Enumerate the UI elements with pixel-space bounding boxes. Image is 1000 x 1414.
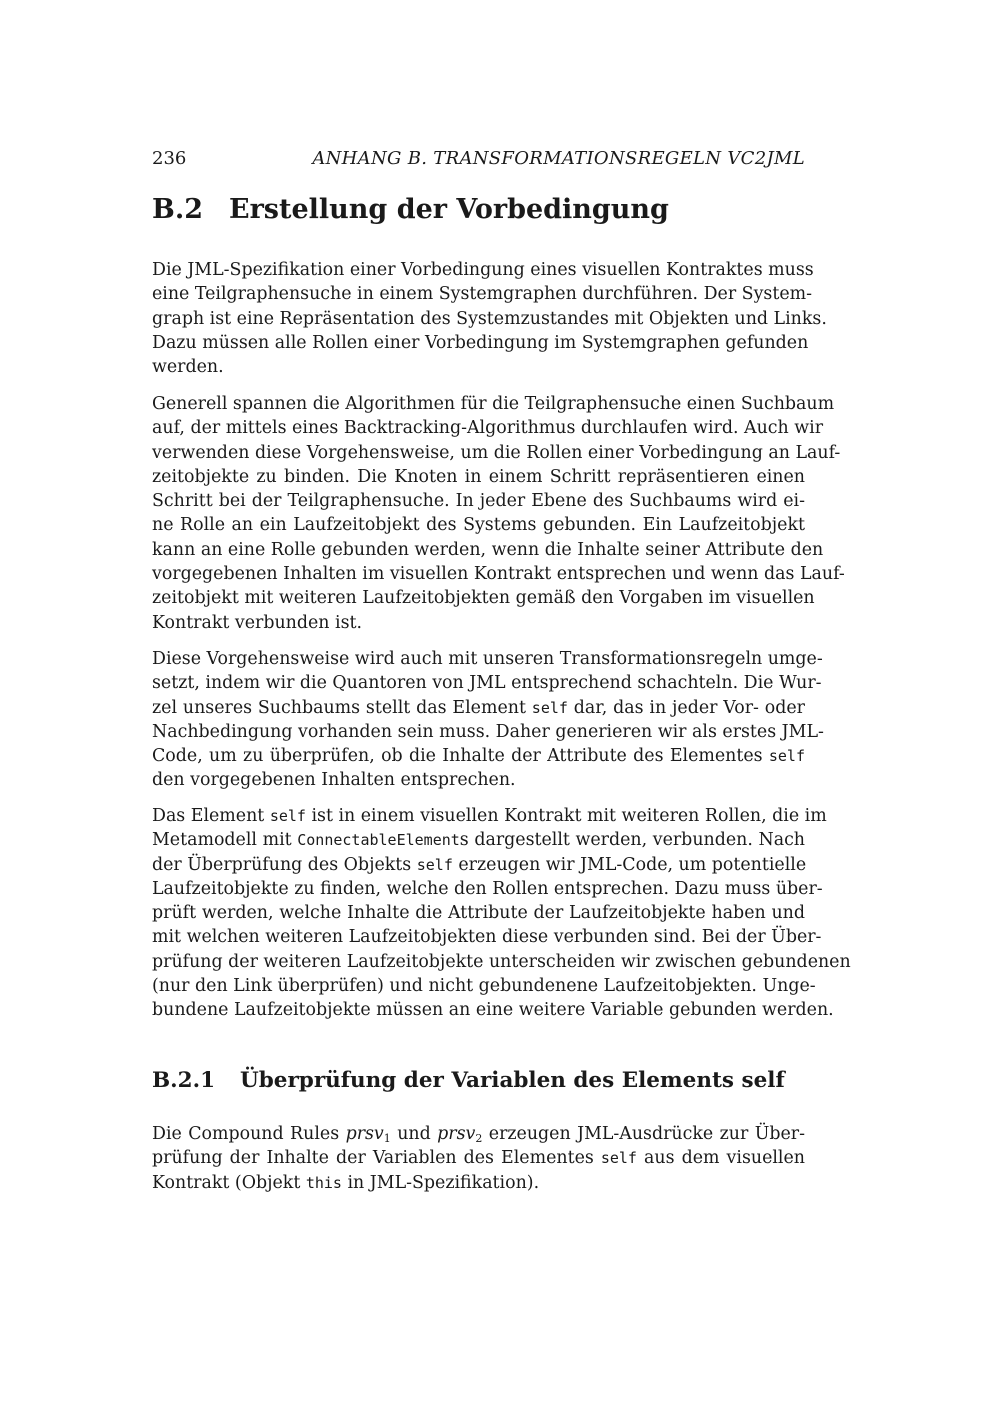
section-heading <box>152 192 805 228</box>
text-span: in JML-Spezifikation). <box>341 1172 540 1193</box>
text-span: s dargestellt werden, verbunden. Nach <box>459 830 806 851</box>
code-self: self <box>768 747 805 766</box>
paragraph-2 <box>152 392 845 635</box>
text-line <box>152 696 805 720</box>
text-line: kann an eine Rolle gebunden werden, wenn die Inhalte seiner Attribute den <box>152 539 824 560</box>
text-line: Kontrakt verbunden ist. <box>152 612 363 633</box>
text-line: prüft werden, welche Inhalte die Attribute der Laufzeitobjekte haben und <box>152 903 805 924</box>
text-line: zeitobjekt mit weiteren Laufzeitobjekten gemäß den Vorgaben im visuellen <box>152 588 815 609</box>
text-line: bundene Laufzeitobjekte müssen an eine weitere Variable gebunden werden. <box>152 1000 834 1021</box>
text-line: Die JML-Spezifikation einer Vorbedingung eines visuellen Kontraktes muss <box>152 260 814 280</box>
code-self: self <box>269 807 306 825</box>
math-subscript: 2 <box>475 1132 483 1145</box>
text-line: ne Rolle an ein Laufzeitobjekt des Systems gebunden. Ein Laufzeitobjekt <box>152 515 805 536</box>
text-line: eine Teilgraphensuche in einem Systemgraphen durchführen. Der System- <box>152 284 812 305</box>
text-span: der Überprüfung des Objekts <box>152 854 417 875</box>
text-line <box>152 804 827 828</box>
text-line: vorgegebenen Inhalten im visuellen Kontrakt entsprechen und wenn das Lauf- <box>152 564 845 585</box>
text-span: Das Element <box>152 806 270 826</box>
text-line <box>152 853 805 877</box>
running-title: ANHANG B. TRANSFORMATIONSREGELN VC2JML <box>312 148 805 169</box>
text-line: auf, der mittels eines Backtracking-Algorithmus durchlaufen wird. Auch wir <box>152 418 824 439</box>
text-span: prüfung der Inhalte der Variablen des Elementes <box>152 1148 601 1169</box>
text-line: Diese Vorgehensweise wird auch mit unseren Transformationsregeln umge- <box>152 649 823 669</box>
text-line: setzt, indem wir die Quantoren von JML entsprechend schachteln. Die Wur- <box>152 673 822 694</box>
subsection-title: Überprüfung der Variablen des Elements self <box>240 1068 785 1093</box>
text-line: prüfung der weiteren Laufzeitobjekte unterscheiden wir zwischen gebundenen <box>152 951 851 972</box>
text-span: erzeugen wir JML-Code, um potentielle <box>452 854 807 875</box>
text-line <box>152 1122 805 1146</box>
text-span: Code, um zu überprüfen, ob die Inhalte der Attribute des Elementes <box>152 746 769 767</box>
text-line: Laufzeitobjekte zu finden, welche den Rollen entsprechen. Dazu muss über- <box>152 878 823 899</box>
code-self: self <box>600 1149 637 1168</box>
text-line: Dazu müssen alle Rollen einer Vorbedingung im Systemgraphen gefunden <box>152 332 809 353</box>
math-var-prsv: prsv <box>345 1124 384 1144</box>
section-title: Erstellung der Vorbedingung <box>229 194 669 225</box>
text-line <box>152 1146 805 1170</box>
text-line: Generell spannen die Algorithmen für die Teilgraphensuche einen Suchbaum <box>152 394 835 414</box>
text-span: Die Compound Rules <box>152 1124 346 1144</box>
text-line: (nur den Link überprüfen) und nicht gebundenene Laufzeitobjekten. Unge- <box>152 976 816 997</box>
paragraph-3 <box>152 647 824 793</box>
text-line: Schritt bei der Teilgraphensuche. In jeder Ebene des Suchbaums wird ei- <box>152 491 805 512</box>
text-span: Kontrakt (Objekt <box>152 1172 306 1193</box>
paragraph-1 <box>152 258 827 379</box>
math-subscript: 1 <box>383 1132 391 1145</box>
math-var-prsv: prsv <box>437 1124 476 1144</box>
text-line: graph ist eine Repräsentation des Systemzustandes mit Objekten und Links. <box>152 308 827 329</box>
text-span: und <box>390 1124 438 1144</box>
text-line: werden. <box>152 357 224 378</box>
text-line <box>152 1171 805 1195</box>
text-line: den vorgegebenen Inhalten entsprechen. <box>152 770 516 791</box>
text-line: zeitobjekte zu binden. Die Knoten in einem Schritt repräsentieren einen <box>152 466 805 487</box>
paragraph-4 <box>152 804 851 1023</box>
text-line: Nachbedingung vorhanden sein muss. Daher generieren wir als erstes JML- <box>152 721 824 742</box>
code-this: this <box>305 1173 342 1192</box>
text-line: verwenden diese Vorgehensweise, um die Rollen einer Vorbedingung an Lauf- <box>152 442 841 463</box>
code-self: self <box>531 698 568 717</box>
code-self: self <box>416 855 453 874</box>
text-span: Metamodell mit <box>152 830 298 851</box>
text-span: zel unseres Suchbaums stellt das Element <box>152 697 532 718</box>
subsection-number: B.2.1 <box>152 1068 216 1093</box>
code-connectable-element: ConnectableElement <box>297 831 460 850</box>
page-number: 236 <box>152 148 187 169</box>
paragraph-5 <box>152 1122 805 1195</box>
subsection-heading <box>152 1066 805 1096</box>
text-span: dar, das in jeder Vor- oder <box>567 697 805 718</box>
text-line <box>152 828 805 852</box>
text-line <box>152 744 805 768</box>
text-line: mit welchen weiteren Laufzeitobjekten diese verbunden sind. Bei der Über- <box>152 927 822 948</box>
text-span: ist in einem visuellen Kontrakt mit weiteren Rollen, die im <box>305 806 827 826</box>
text-span: erzeugen JML-Ausdrücke zur Über- <box>482 1124 806 1144</box>
running-header <box>152 146 805 172</box>
text-span: aus dem visuellen <box>636 1148 805 1169</box>
section-number: B.2 <box>152 194 204 225</box>
